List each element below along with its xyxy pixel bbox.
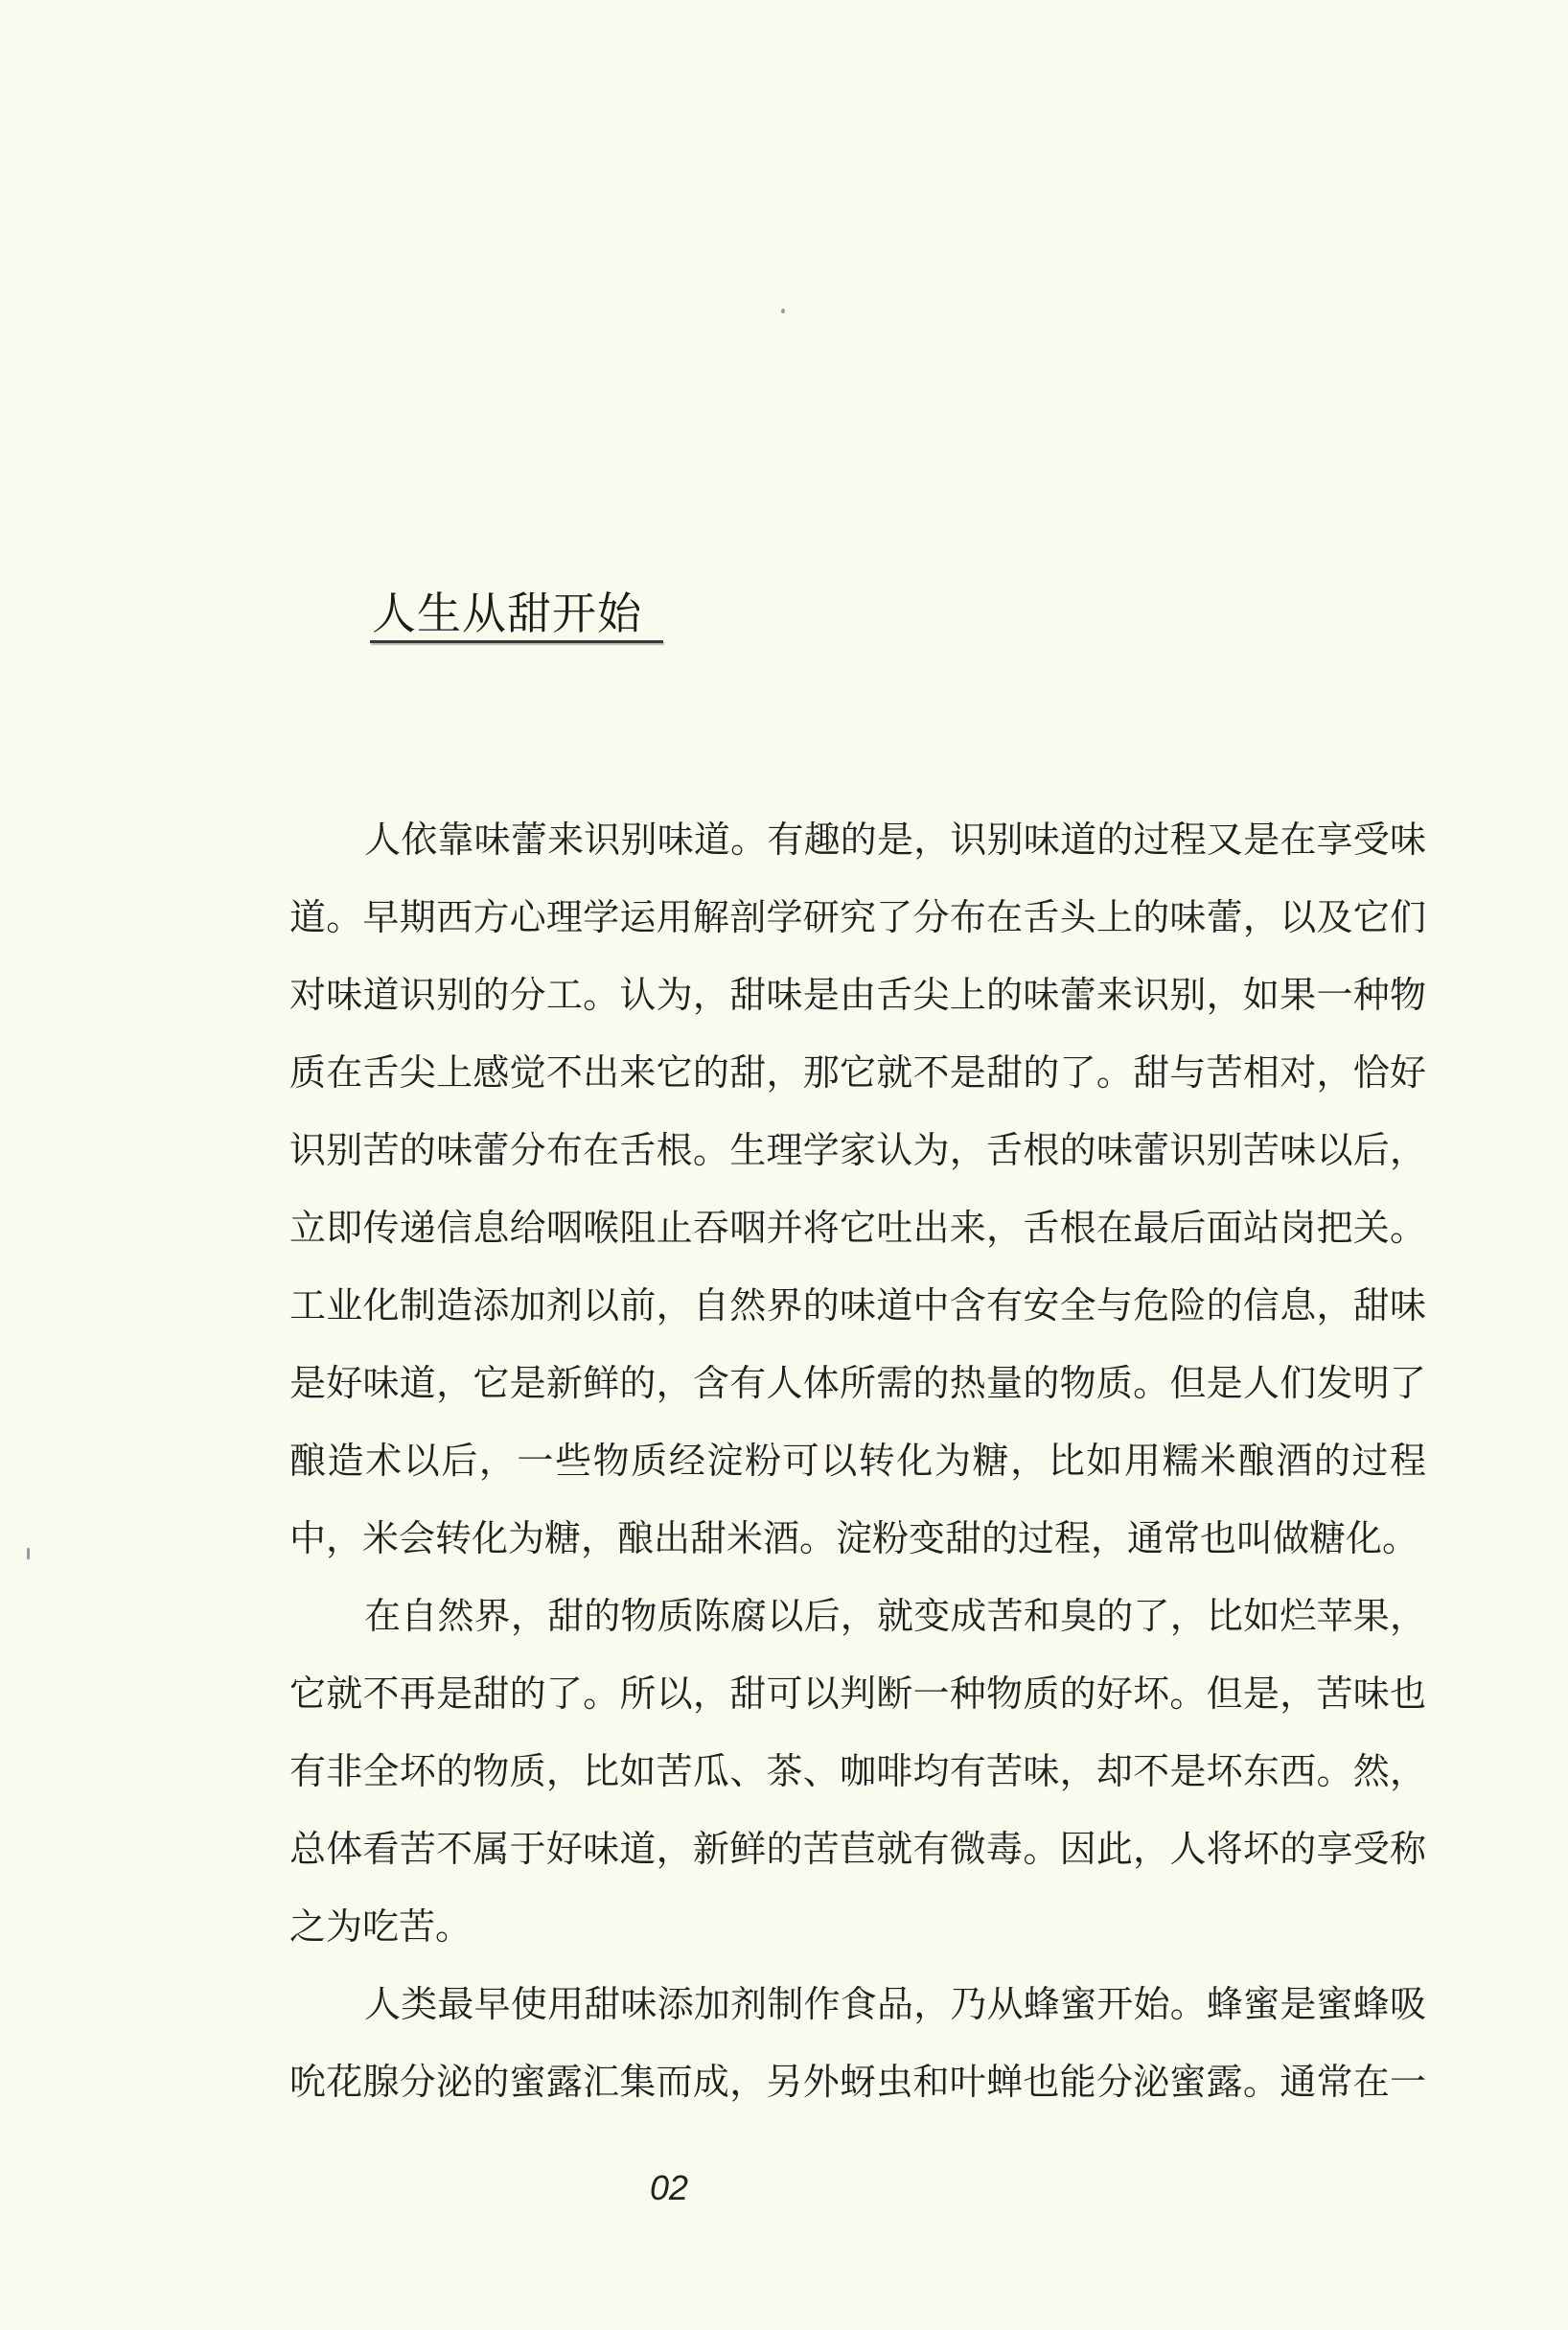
text-line: 识别苦的味蕾分布在舌根。生理学家认为，舌根的味蕾识别苦味以后， — [289, 1129, 1426, 1171]
paragraph — [289, 801, 1426, 1578]
text-line: 它就不再是甜的了。所以，甜可以判断一种物质的好坏。但是，苦味也 — [289, 1673, 1426, 1715]
text-line: 工业化制造添加剂以前，自然界的味道中含有安全与危险的信息，甜味 — [289, 1284, 1426, 1326]
text-line: 总体看苦不属于好味道，新鲜的苦苣就有微毒。因此，人将坏的享受称 — [289, 1828, 1426, 1870]
text-line: 有非全坏的物质，比如苦瓜、茶、咖啡均有苦味，却不是坏东西。然， — [289, 1750, 1426, 1792]
text-line: 质在舌尖上感觉不出来它的甜，那它就不是甜的了。甜与苦相对，恰好 — [289, 1051, 1426, 1094]
text-line: 之为吃苦。 — [289, 1905, 473, 1948]
text-line: 酿造术以后，一些物质经淀粉可以转化为糖，比如用糯米酿酒的过程 — [289, 1440, 1426, 1482]
text-line: 中，米会转化为糖，酿出甜米酒。淀粉变甜的过程，通常也叫做糖化。 — [289, 1517, 1419, 1559]
text-line: 人类最早使用甜味添加剂制作食品，乃从蜂蜜开始。蜂蜜是蜜蜂吸 — [364, 1983, 1426, 2025]
section-title: 人生从甜开始 — [372, 588, 642, 639]
scan-speck — [781, 309, 785, 313]
text-line: 吮花腺分泌的蜜露汇集而成，另外蚜虫和叶蝉也能分泌蜜露。通常在一 — [289, 2061, 1426, 2103]
text-line: 是好味道，它是新鲜的，含有人体所需的热量的物质。但是人们发明了 — [289, 1362, 1426, 1404]
page-number: 02 — [649, 2168, 689, 2207]
title-underline — [370, 640, 663, 643]
body-text — [289, 801, 1426, 2121]
text-line: 立即传递信息给咽喉阻止吞咽并将它吐出来，舌根在最后面站岗把关。 — [289, 1207, 1426, 1249]
text-line: 在自然界，甜的物质陈腐以后，就变成苦和臭的了，比如烂苹果， — [364, 1595, 1426, 1637]
text-line: 道。早期西方心理学运用解剖学研究了分布在舌头上的味蕾，以及它们 — [289, 896, 1426, 938]
scan-speck — [27, 1548, 30, 1559]
paragraph — [289, 1578, 1426, 1966]
paragraph — [289, 1966, 1426, 2121]
text-line: 人依靠味蕾来识别味道。有趣的是，识别味道的过程又是在享受味 — [364, 819, 1426, 861]
text-line: 对味道识别的分工。认为，甜味是由舌尖上的味蕾来识别，如果一种物 — [289, 974, 1426, 1016]
